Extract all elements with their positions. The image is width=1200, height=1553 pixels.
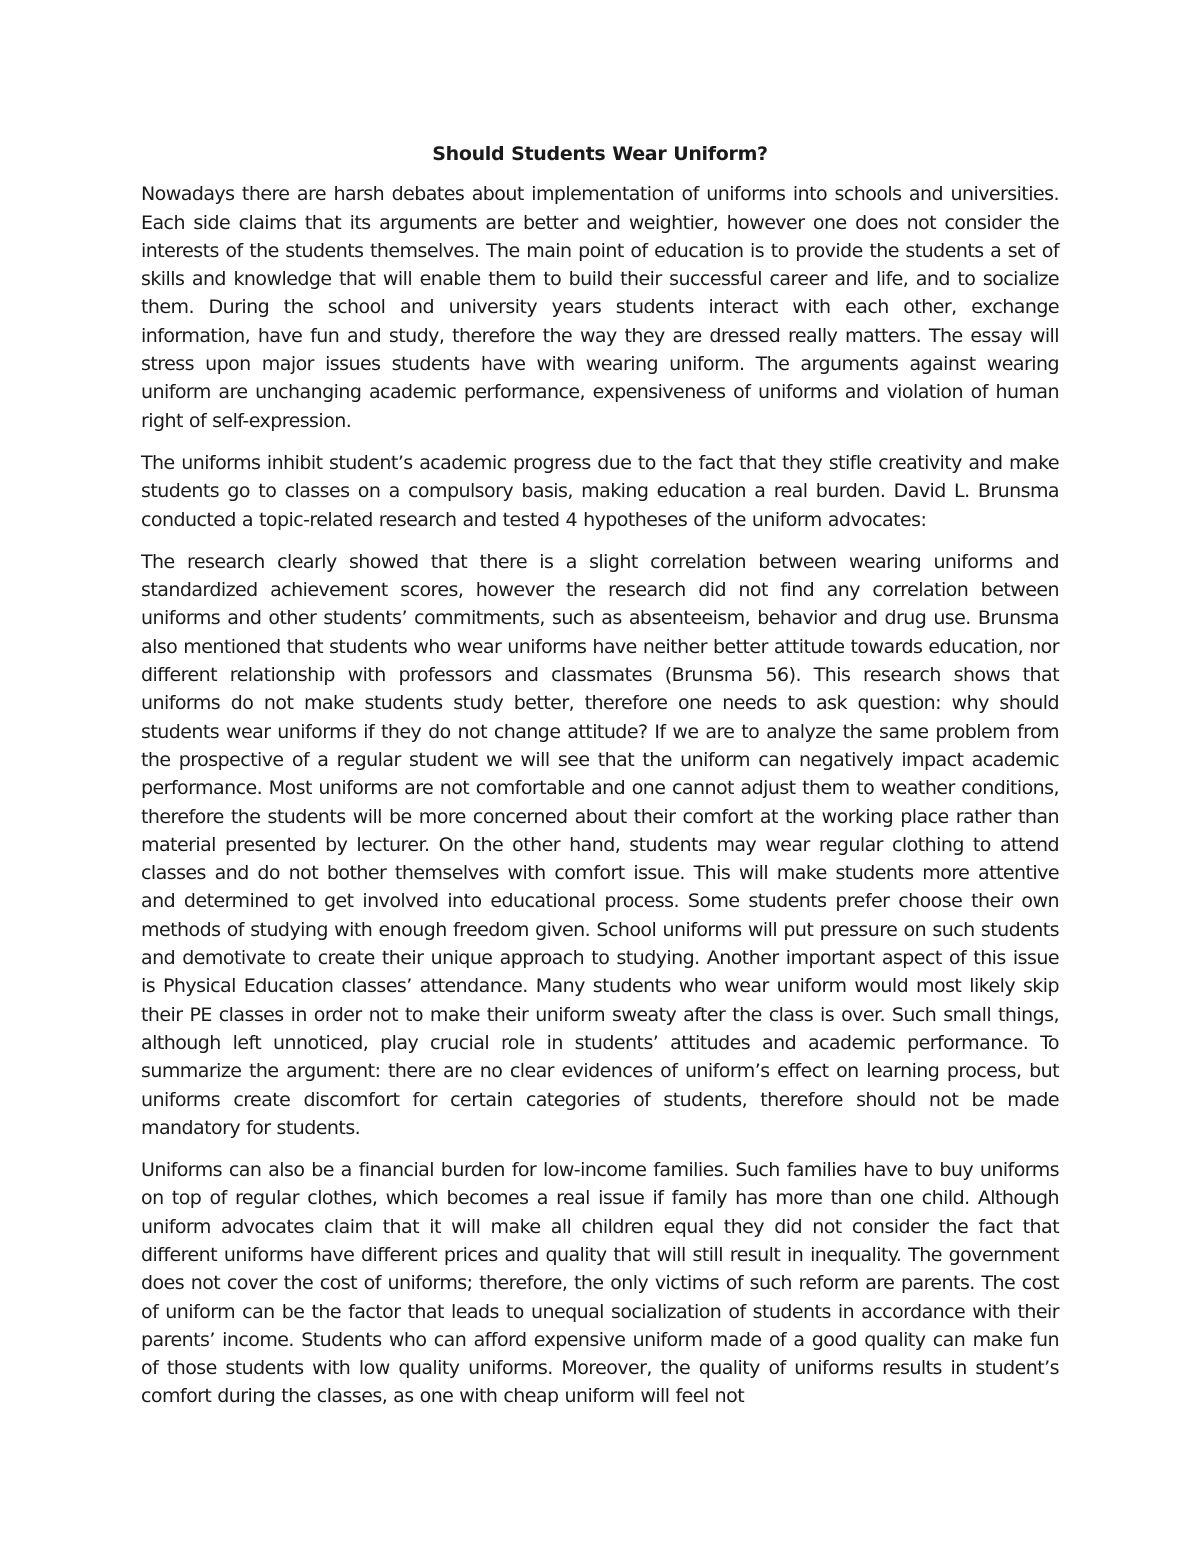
paragraph-academic-progress: The uniforms inhibit student’s academic progress due to the fact that they stifle creativity and make students go to classes on a compulsory basis, making education a real burden. David L. Brunsma conducted a topic-related research and tested 4 hypotheses of the uniform advocates: <box>141 451 1059 531</box>
paragraph-research-findings: The research clearly showed that there is a slight correlation between wearing uniforms and standardized achievement scores, however the research did not find any correlation between uniforms and other students’ commitments, such as absenteeism, behavior and drug use. Brunsma also mentioned that students who wear uniforms have neither better attitude towards education, nor different relationship with professors and classmates (Brunsma 56). This research shows that uniforms do not make students study better, therefore one needs to ask question: why should students wear uniforms if they do not change attitude? If we are to analyze the same problem from the prospective of a regular student we will see that the uniform can negatively impact academic performance. Most uniforms are not comfortable and one cannot adjust them to weather conditions, therefore the students will be more concerned about their comfort at the working place rather than material presented by lecturer. On the other hand, students may wear regular clothing to attend classes and do not bother themselves with comfort issue. This will make students more attentive and determined to get involved into educational process. Some students prefer choose their own methods of studying with enough freedom given. School uniforms will put pressure on such students and demotivate to create their unique approach to studying. Another important aspect of this issue is Physical Education classes’ attendance. Many students who wear uniform would most likely skip their PE classes in order not to make their uniform sweaty after the class is over. Such small things, although left unnoticed, play crucial role in students’ attitudes and academic performance. To summarize the argument: there are no clear evidences of uniform’s effect on learning process, but uniforms create discomfort for certain categories of students, therefore should not be made mandatory for students. <box>141 550 1059 1139</box>
document-body <box>141 140 1059 1411</box>
paragraph-introduction: Nowadays there are harsh debates about implementation of uniforms into schools and universities. Each side claims that its arguments are better and weightier, however one does not consider the interests of the students themselves. The main point of education is to provide the students a set of skills and knowledge that will enable them to build their successful career and life, and to socialize them. During the school and university years students interact with each other, exchange information, have fun and study, therefore the way they are dressed really matters. The essay will stress upon major issues students have with wearing uniform. The arguments against wearing uniform are unchanging academic performance, expensiveness of uniforms and violation of human right of self-expression. <box>141 183 1059 432</box>
paragraph-financial-burden: Uniforms can also be a financial burden for low-income families. Such families have to buy uniforms on top of regular clothes, which becomes a real issue if family has more than one child. Although uniform advocates claim that it will make all children equal they did not consider the fact that different uniforms have different prices and quality that will still result in inequality. The government does not cover the cost of uniforms; therefore, the only victims of such reform are parents. The cost of uniform can be the factor that leads to unequal socialization of students in accordance with their parents’ income. Students who can afford expensive uniform made of a good quality can make fun of those students with low quality uniforms. Moreover, the quality of uniforms results in student’s comfort during the classes, as one with cheap uniform will feel not <box>141 1159 1059 1408</box>
page-title: Should Students Wear Uniform? <box>432 143 768 165</box>
